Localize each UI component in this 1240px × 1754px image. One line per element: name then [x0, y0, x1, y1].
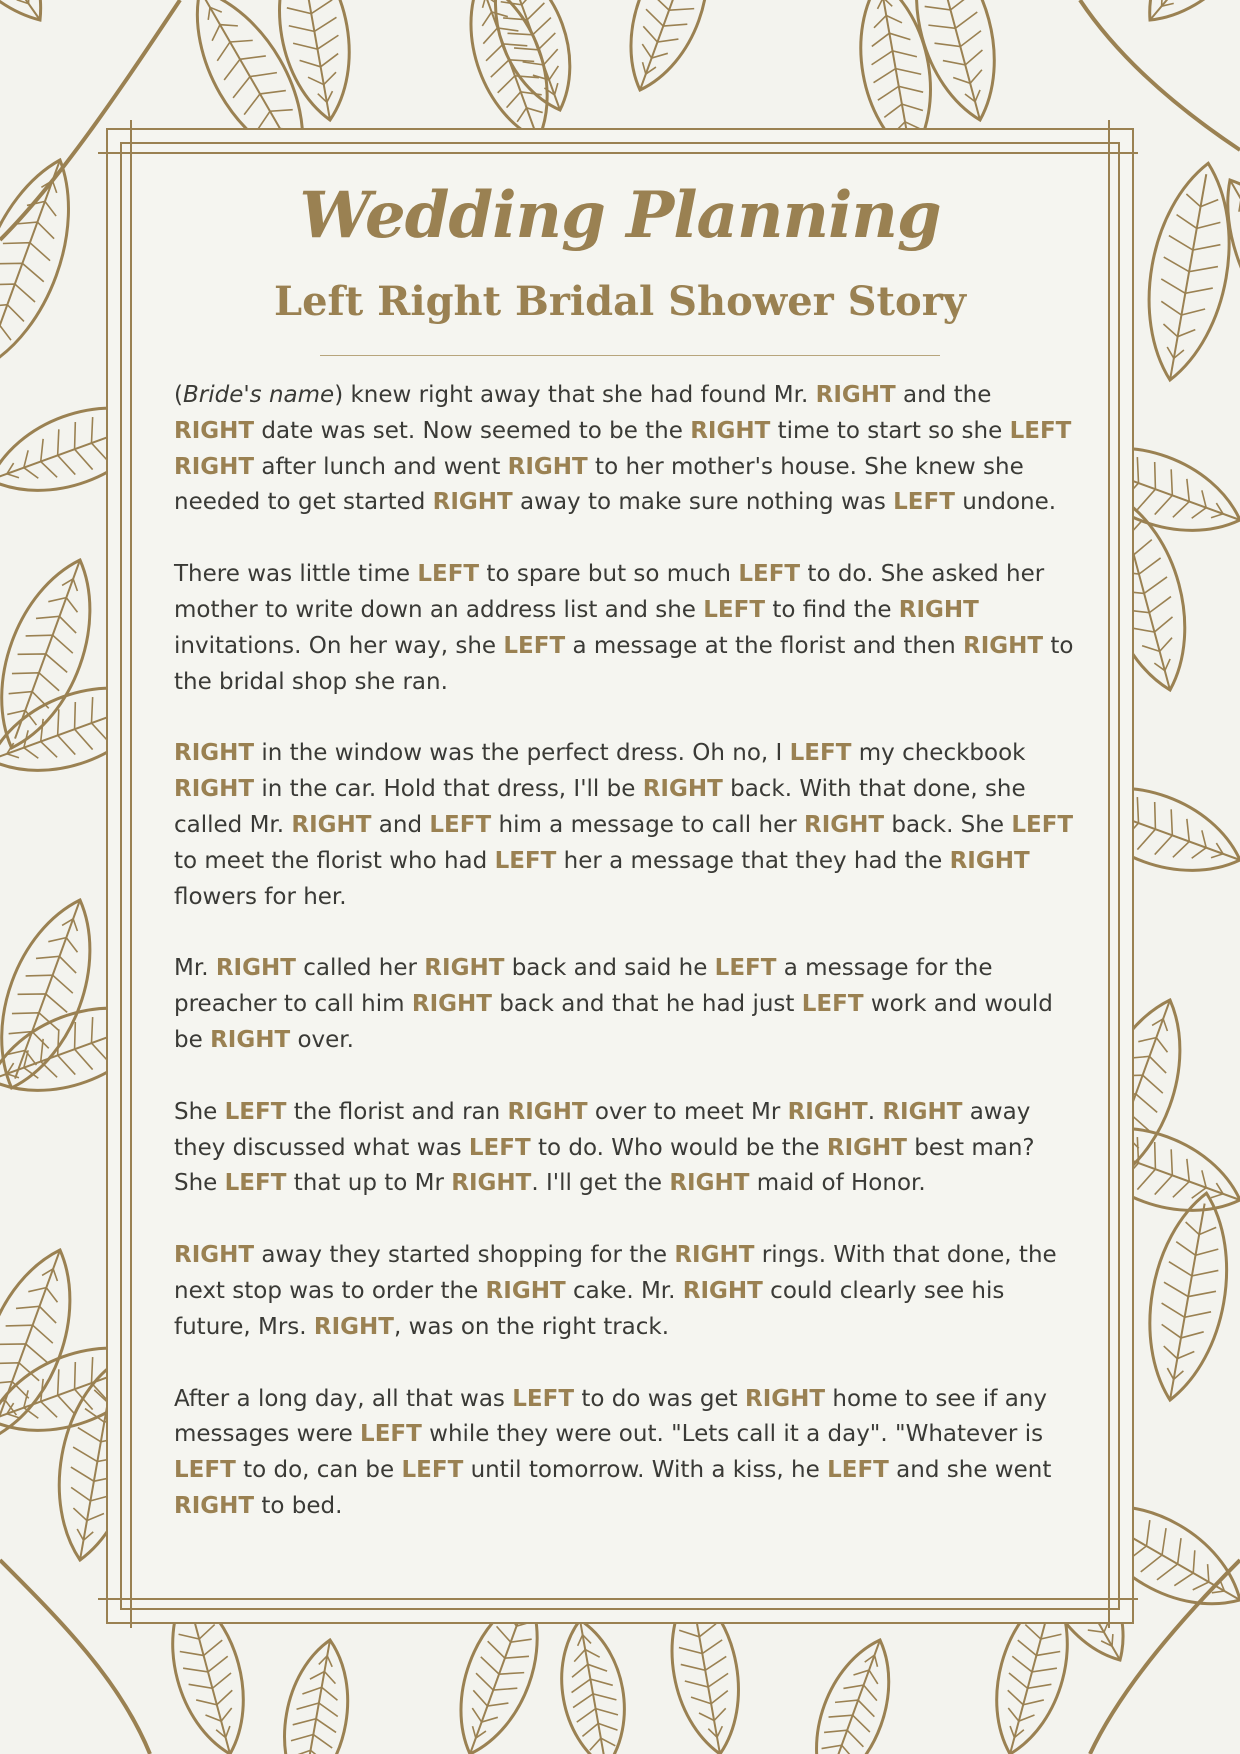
leaf-icon — [0, 888, 114, 1101]
story-text-segment: in the window was the perfect dress. Oh no, I — [254, 740, 790, 767]
story-text-segment: until tomorrow. With a kiss, he — [463, 1457, 828, 1484]
leaf-icon — [0, 0, 67, 39]
keyword-right: RIGHT — [411, 991, 492, 1018]
title-divider — [320, 355, 940, 356]
story-text-segment: away they started shopping for the — [254, 1242, 675, 1269]
story-text-segment: back. She — [884, 811, 1012, 838]
story-text-segment: invitations. On her way, she — [174, 632, 504, 659]
keyword-right: RIGHT — [424, 955, 505, 982]
leaf-icon — [1125, 0, 1240, 41]
story-paragraph — [174, 1095, 1074, 1202]
story-text-segment: undone. — [954, 489, 1057, 516]
keyword-right: RIGHT — [485, 1277, 566, 1304]
keyword-right: RIGHT — [174, 740, 255, 767]
story-text-segment: maid of Honor. — [749, 1170, 926, 1197]
story-text-segment: back and that he had just — [491, 991, 802, 1018]
leaf-icon — [0, 148, 94, 379]
keyword-right: RIGHT — [313, 1313, 394, 1340]
keyword-left: LEFT — [224, 1098, 287, 1125]
story-text-segment: could clearly see his future, Mrs. — [174, 1277, 1005, 1340]
story-text-segment: after lunch and went — [254, 453, 508, 480]
story-text-segment: After a long day, all that was — [174, 1385, 513, 1412]
story-text-segment: ) knew right away that she had found Mr. — [334, 382, 816, 408]
keyword-right: RIGHT — [174, 1492, 255, 1519]
story-text-segment: She — [174, 1098, 225, 1125]
leaf-icon — [550, 1615, 635, 1754]
story-text-segment: over. — [290, 1026, 354, 1053]
keyword-right: RIGHT — [962, 632, 1044, 659]
story-paragraph: (Bride's name) knew right away that she had found Mr. RIGHT and the RIGHT date was set. Now seemed to be the RIGHT time to start so she LEFT RIGHT after lunch and went RIGHT to her mother's house. She knew she needed to get started RIGHT away to make sure nothing was LEFT undone. — [174, 382, 1072, 516]
story-text-segment: and the — [895, 382, 992, 408]
keyword-left: LEFT — [1011, 811, 1074, 838]
keyword-left: LEFT — [429, 811, 492, 838]
story-text-segment: work and would be — [174, 991, 1053, 1053]
keyword-right: RIGHT — [210, 1026, 291, 1053]
story-paragraph — [174, 951, 1074, 1058]
story-text-segment: . — [867, 1098, 883, 1125]
story-text-segment: while they were out. "Lets call it a day". "Whatever is — [421, 1421, 1044, 1448]
leaf-icon — [1199, 162, 1240, 389]
story-text-segment: to bed. — [254, 1492, 343, 1519]
story-text-segment: and she went — [888, 1457, 1052, 1484]
keyword-left: LEFT — [494, 847, 557, 874]
keyword-right: RIGHT — [215, 955, 296, 982]
story-text-segment: back. With that done, she called Mr. — [174, 776, 1026, 838]
keyword-left: LEFT — [468, 1134, 531, 1161]
keyword-left: LEFT — [801, 991, 864, 1018]
keyword-right: RIGHT — [804, 811, 885, 838]
brides-name-placeholder: Bride's name — [182, 382, 335, 408]
story-text-segment: in the car. Hold that dress, I'll be — [254, 776, 643, 803]
leaf-icon — [1133, 157, 1240, 387]
keyword-right: RIGHT — [682, 1277, 763, 1304]
story-text-segment: her a message that they had the — [556, 847, 950, 874]
story-text-segment: . I'll get the — [531, 1170, 670, 1197]
story-text-segment: back and said he — [504, 955, 715, 982]
keyword-right: RIGHT — [882, 1098, 963, 1125]
keyword-right: RIGHT — [507, 1098, 588, 1125]
story-text-segment: to do. She asked her mother to write down an address list and she — [174, 561, 1045, 623]
keyword-right: RIGHT — [432, 489, 513, 516]
keyword-right: RIGHT — [690, 417, 771, 444]
keyword-left: LEFT — [827, 1457, 889, 1484]
story-paragraph — [174, 557, 1074, 700]
story-text-segment: to her mother's house. She knew she needed to get started — [174, 453, 1024, 516]
story-text-segment: him a message to call her — [491, 811, 804, 838]
story-paragraph — [174, 1382, 1074, 1525]
page-subtitle: Left Right Bridal Shower Story — [273, 278, 967, 325]
story-paragraph — [174, 736, 1074, 915]
story-text-segment: to the bridal shop she ran. — [174, 632, 1074, 695]
keyword-right: RIGHT — [291, 811, 372, 838]
keyword-right: RIGHT — [451, 1170, 532, 1197]
keyword-right: RIGHT — [826, 1134, 907, 1161]
keyword-left: LEFT — [738, 561, 801, 588]
keyword-right: RIGHT — [949, 847, 1030, 874]
story-text-segment: There was little time — [174, 561, 418, 588]
keyword-right: RIGHT — [898, 596, 979, 623]
leaf-icon — [610, 0, 727, 101]
leaf-icon — [273, 1635, 360, 1754]
story-text-segment: to do. Who would be the — [530, 1134, 827, 1161]
story-text-segment: rings. With that done, the next stop was to order the — [174, 1242, 1057, 1304]
keyword-right: RIGHT — [674, 1242, 755, 1269]
keyword-left: LEFT — [503, 632, 566, 659]
leaf-icon — [476, 0, 590, 121]
keyword-right: RIGHT — [815, 382, 896, 408]
page-title: Wedding Planning — [299, 178, 941, 253]
keyword-right: RIGHT — [642, 776, 723, 803]
keyword-right: RIGHT — [745, 1385, 826, 1412]
story-text-segment: and — [371, 811, 430, 838]
keyword-left: LEFT — [703, 596, 766, 623]
keyword-left: LEFT — [714, 955, 777, 982]
keyword-right: RIGHT — [174, 776, 255, 803]
keyword-left: LEFT — [224, 1170, 287, 1197]
keyword-left: LEFT — [1009, 417, 1072, 444]
story-text-segment: best man? She — [174, 1134, 1035, 1197]
story-text-segment: the florist and ran — [286, 1098, 508, 1125]
story-text-segment: called her — [295, 955, 425, 982]
keyword-left: LEFT — [417, 561, 480, 588]
story-text-segment: date was set. Now seemed to be the — [254, 417, 691, 444]
story-text-segment: flowers for her. — [174, 883, 347, 910]
keyword-right: RIGHT — [669, 1170, 750, 1197]
keyword-left: LEFT — [360, 1421, 422, 1448]
story-text-segment: a message at the florist and then — [565, 632, 963, 659]
story-text-segment: time to start so she — [770, 417, 1010, 444]
story-paragraph — [174, 1238, 1074, 1345]
keyword-left: LEFT — [174, 1457, 236, 1484]
keyword-left: LEFT — [512, 1385, 575, 1412]
story-text-segment: home to see if any messages were — [174, 1385, 1047, 1448]
story-text-segment: Mr. — [174, 955, 216, 982]
keyword-left: LEFT — [893, 489, 955, 516]
keyword-right: RIGHT — [174, 417, 255, 444]
story-text-segment: to do, can be — [235, 1457, 402, 1484]
keyword-right: RIGHT — [787, 1098, 868, 1125]
leaf-icon — [797, 1630, 908, 1754]
keyword-left: LEFT — [789, 740, 852, 767]
story-text-segment: away to make sure nothing was — [512, 489, 894, 516]
story-text-segment: that up to Mr — [286, 1170, 452, 1197]
story-text-segment: over to meet Mr — [587, 1098, 788, 1125]
leaf-icon — [1135, 1187, 1240, 1406]
story-text-segment: away they discussed what was — [174, 1098, 1031, 1161]
story-text-segment: my checkbook — [851, 740, 1026, 767]
keyword-right: RIGHT — [174, 1242, 255, 1269]
keyword-right: RIGHT — [507, 453, 588, 480]
story-text — [174, 378, 1074, 1561]
story-text-segment: to spare but so much — [479, 561, 739, 588]
story-text-segment: , was on the right track. — [394, 1313, 670, 1340]
story-text-segment: cake. Mr. — [565, 1277, 683, 1304]
story-text-segment: to do was get — [574, 1385, 745, 1412]
story-text-segment: a message for the preacher to call him — [174, 955, 993, 1018]
keyword-left: LEFT — [401, 1457, 464, 1484]
story-text-segment: to meet the florist who had — [174, 847, 495, 874]
story-text-segment: to find the — [765, 596, 899, 623]
leaf-icon — [0, 1238, 94, 1451]
keyword-right: RIGHT — [174, 453, 255, 480]
